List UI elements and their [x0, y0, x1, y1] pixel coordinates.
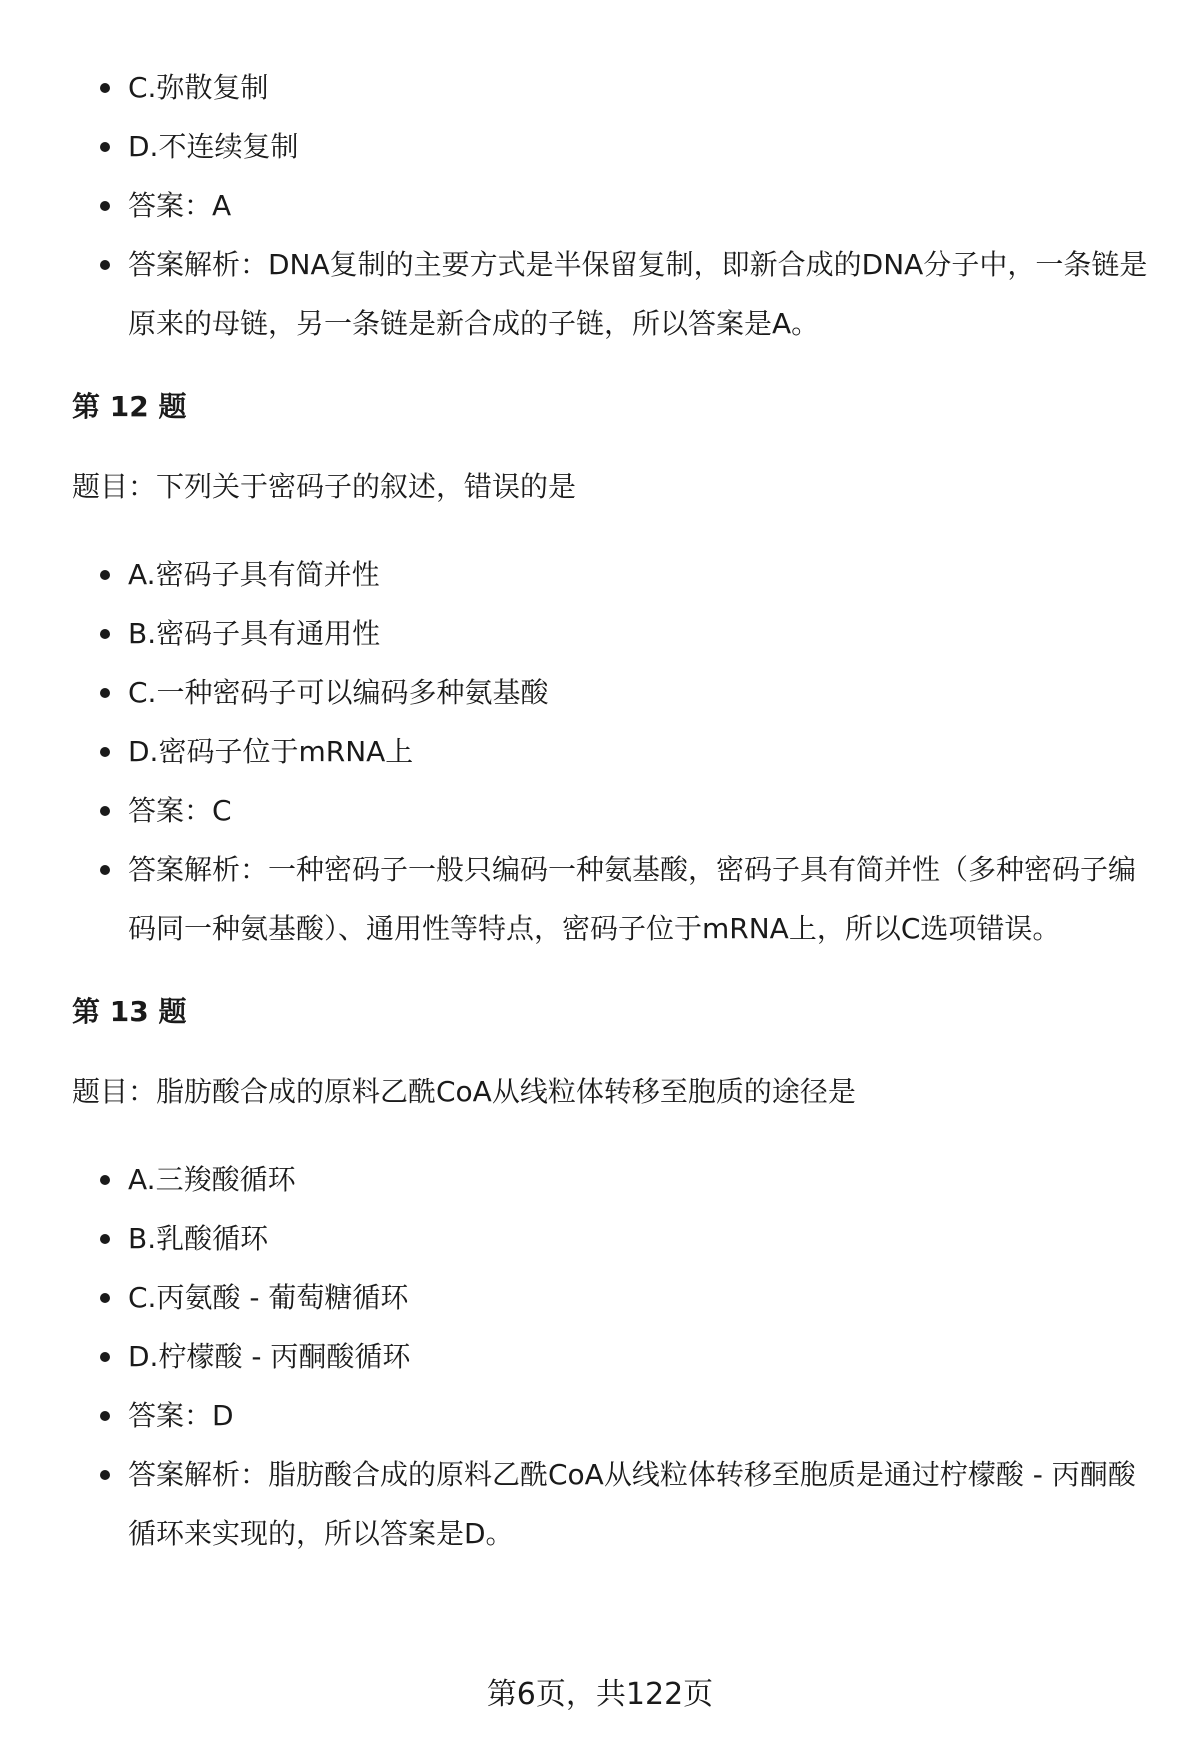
page-number: 第6页，共122页	[486, 1677, 714, 1712]
explanation-item: 答案解析：脂肪酸合成的原料乙酰CoA从线粒体转移至胞质是通过柠檬酸 - 丙酮酸循环来实现的，所以答案是D。	[72, 1445, 1152, 1563]
option-item: D.密码子位于mRNA上	[72, 722, 1152, 781]
question-text: 题目：脂肪酸合成的原料乙酰CoA从线粒体转移至胞质的途径是	[72, 1075, 856, 1108]
option-item: A.密码子具有简并性	[72, 545, 1152, 604]
question-heading: 第 12 题	[72, 390, 187, 423]
answer-item: 答案：C	[72, 781, 1152, 840]
answer-item: 答案：D	[72, 1386, 1152, 1445]
option-item: D.柠檬酸 - 丙酮酸循环	[72, 1327, 1152, 1386]
option-item: C.一种密码子可以编码多种氨基酸	[72, 663, 1152, 722]
question-text: 题目：下列关于密码子的叙述，错误的是	[72, 470, 577, 503]
option-item: A.三羧酸循环	[72, 1150, 1152, 1209]
option-item: C.丙氨酸 - 葡萄糖循环	[72, 1268, 1152, 1327]
answer-item: 答案：A	[72, 176, 1152, 235]
option-item: D.不连续复制	[72, 117, 1152, 176]
explanation-item: 答案解析：一种密码子一般只编码一种氨基酸，密码子具有简并性（多种密码子编码同一种氨基酸）、通用性等特点，密码子位于mRNA上，所以C选项错误。	[72, 840, 1152, 958]
option-item: C.弥散复制	[72, 58, 1152, 117]
question-heading: 第 13 题	[72, 995, 187, 1028]
q13-option-list	[72, 1150, 1152, 1563]
q11-option-list	[72, 58, 1152, 353]
q12-option-list	[72, 545, 1152, 958]
explanation-item: 答案解析：DNA复制的主要方式是半保留复制，即新合成的DNA分子中，一条链是原来的母链，另一条链是新合成的子链，所以答案是A。	[72, 235, 1152, 353]
option-item: B.乳酸循环	[72, 1209, 1152, 1268]
page-content	[72, 58, 1152, 1563]
option-item: B.密码子具有通用性	[72, 604, 1152, 663]
